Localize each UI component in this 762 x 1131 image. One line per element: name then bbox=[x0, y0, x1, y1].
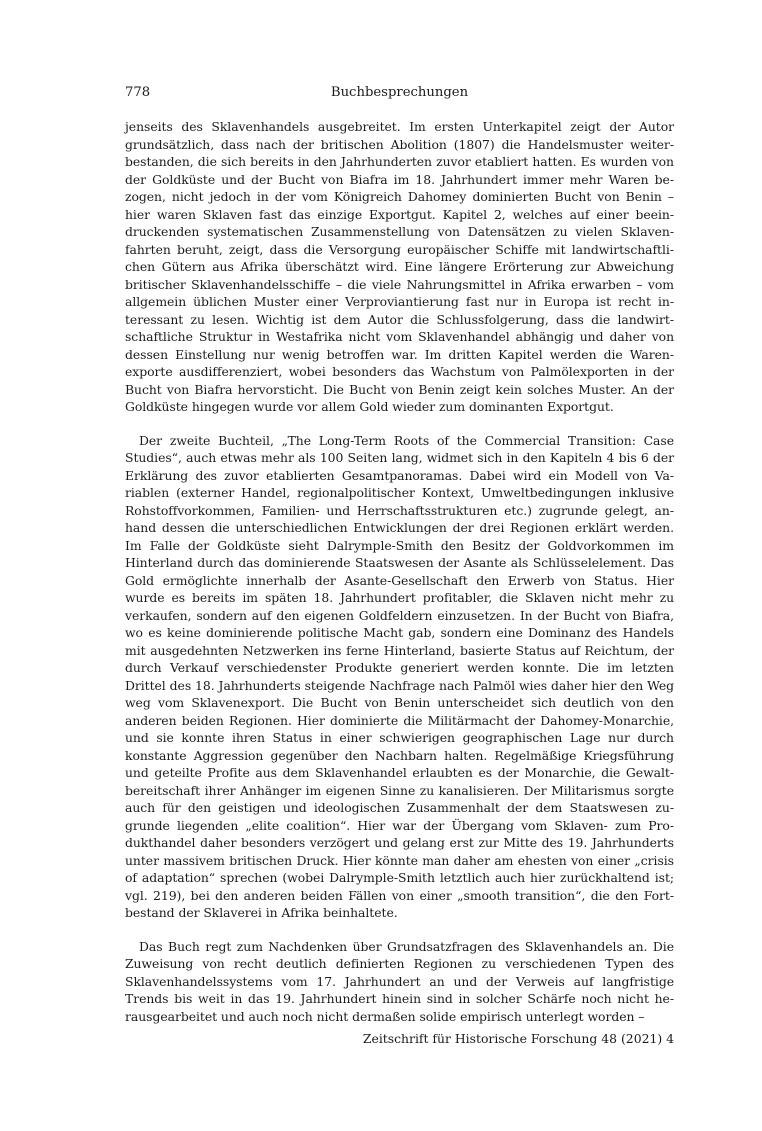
paragraph-3: Das Buch regt zum Nachdenken über Grundsatzfragen des Sklavenhandels an. Die Zuweisung von recht deutlich definierten Regionen zu verschiedenen Typen des Sklavenhandelssystems vom 17. Jahrhundert an und der Verweis auf langfristige Trends bis weit in das 19. Jahrhundert hinein sind in solcher Schärfe noch nicht herausgearbeitet und auch noch nicht dermaßen solide empirisch unterlegt worden – bbox=[125, 938, 674, 1024]
page bbox=[125, 82, 674, 1025]
running-head bbox=[125, 82, 674, 104]
journal-footer: Zeitschrift für Historische Forschung 48 (2021) 4 bbox=[362, 1031, 674, 1046]
page-number: 778 bbox=[125, 85, 151, 100]
body-text bbox=[125, 118, 674, 1025]
running-title: Buchbesprechungen bbox=[330, 85, 469, 100]
paragraph-2: Der zweite Buchteil, „The Long-Term Roots of the Commercial Transition: Case Studies“, auch etwas mehr als 100 Seiten lang, widmet sich in den Kapiteln 4 bis 6 der Erklärung des zuvor etablierten Gesamtpanoramas. Dabei wird ein Modell von Variablen (externer Handel, regionalpolitischer Kontext, Umweltbedingungen inklusive Rohstoffvorkommen, Familien- und Herrschaftsstrukturen etc.) zugrunde gelegt, anhand dessen die unterschiedlichen Entwicklungen der drei Regionen erklärt werden. Im Falle der Goldküste sieht Dalrymple-Smith den Besitz der Goldvorkommen im Hinterland durch das dominierende Staatswesen der Asante als Schlüsselelement. Das Gold ermöglichte innerhalb der Asante-Gesellschaft den Erwerb von Status. Hier wurde es bereits im späten 18. Jahrhundert profitabler, die Sklaven nicht mehr zu verkaufen, sondern auf den eigenen Goldfeldern einzusetzen. In der Bucht von Biafra, wo es keine dominierende politische Macht gab, sondern eine Dominanz des Handels mit ausgedehnten Netzwerken ins ferne Hinterland, basierte Status auf Reichtum, der durch Verkauf verschiedenster Produkte generiert werden konnte. Die im letzten Drittel des 18. Jahrhunderts steigende Nachfrage nach Palmöl wies daher hier den Weg weg vom Sklavenexport. Die Bucht von Benin unterscheidet sich deutlich von den anderen beiden Regionen. Hier dominierte die Militärmacht der Dahomey-Monarchie, und sie konnte ihren Status in einer schwierigen geographischen Lage nur durch konstante Aggression gegenüber den Nachbarn halten. Regelmäßige Kriegsführung und geteilte Profite aus dem Sklavenhandel erlaubten es der Monarchie, die Gewaltbereitschaft ihrer Anhänger im eigenen Sinne zu kanalisieren. Der Militarismus sorgte auch für den geistigen und ideologischen Zusammenhalt der dem Staatswesen zugrunde liegenden „elite coalition“. Hier war der Übergang vom Sklaven- zum Produkthandel daher besonders verzögert und gelang erst zur Mitte des 19. Jahrhunderts unter massivem britischen Druck. Hier könnte man daher am ehesten von einer „crisis of adaptation“ sprechen (wobei Dalrymple-Smith letztlich auch hier zurückhaltend ist; vgl. 219), bei den anderen beiden Fällen von einer „smooth transition“, die den Fortbestand der Sklaverei in Afrika beinhaltete. bbox=[125, 432, 674, 920]
paragraph-1: jenseits des Sklavenhandels ausgebreitet. Im ersten Unterkapitel zeigt der Autor grundsätzlich, dass nach der britischen Abolition (1807) die Handelsmuster weiterbestanden, die sich bereits in den Jahrhunderten zuvor etabliert hatten. Es wurden von der Goldküste und der Bucht von Biafra im 18. Jahrhundert immer mehr Waren bezogen, nicht jedoch in der vom Königreich Dahomey dominierten Bucht von Benin – hier waren Sklaven fast das einzige Exportgut. Kapitel 2, welches auf einer beeindruckenden systematischen Zusammenstellung von Datensätzen zu vielen Sklavenfahrten beruht, zeigt, dass die Versorgung europäischer Schiffe mit landwirtschaftlichen Gütern aus Afrika überschätzt wird. Eine längere Erörterung zur Abweichung britischer Sklavenhandelsschiffe – die viele Nahrungsmittel in Afrika erwarben – vom allgemein üblichen Muster einer Verproviantierung fast nur in Europa ist recht interessant zu lesen. Wichtig ist dem Autor die Schlussfolgerung, dass die landwirtschaftliche Struktur in Westafrika nicht vom Sklavenhandel abhängig und daher von dessen Einstellung nur wenig betroffen war. Im dritten Kapitel werden die Warenexporte ausdifferenziert, wobei besonders das Wachstum von Palmölexporten in der Bucht von Biafra hervorsticht. Die Bucht von Benin zeigt kein solches Muster. An der Goldküste hingegen wurde vor allem Gold wieder zum dominanten Exportgut. bbox=[125, 119, 674, 414]
